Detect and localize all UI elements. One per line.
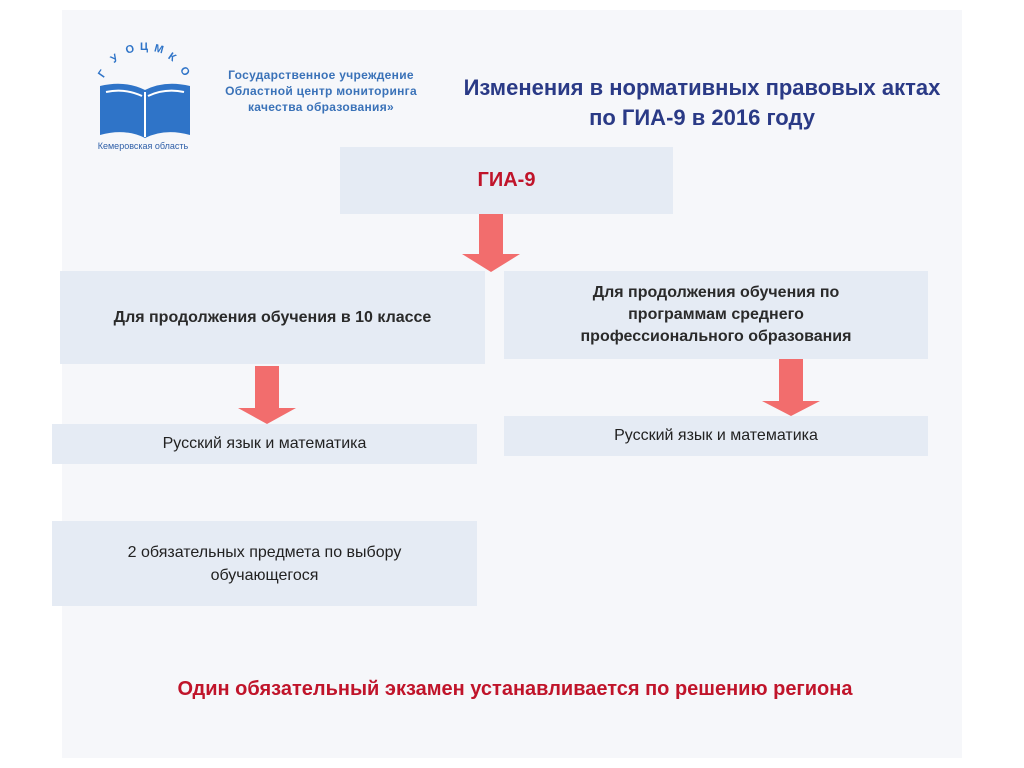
right-branch-label: Для продолжения обучения по программам среднего профессионального образования <box>580 284 852 345</box>
svg-text:К: К <box>165 50 179 65</box>
choice-subjects-box <box>52 521 477 606</box>
down-arrow-icon <box>462 214 520 272</box>
right-subjects-box <box>504 416 928 456</box>
slide-title: Изменения в нормативных правовых актах по ГИА-9 в 2016 году <box>463 75 941 130</box>
root-node-box <box>340 147 673 214</box>
right-subjects-label: Русский язык и математика <box>614 427 818 444</box>
svg-text:М: М <box>152 42 165 57</box>
choice-subjects-label: 2 обязательных предмета по выбору обучающегося <box>127 543 402 584</box>
down-arrow-icon <box>238 366 296 424</box>
left-subjects-box <box>52 424 477 464</box>
svg-text:О: О <box>177 64 192 79</box>
svg-text:У: У <box>108 52 122 66</box>
org-line: Государственное учреждение <box>228 68 414 82</box>
org-line: Областной центр мониторинга <box>225 84 417 98</box>
svg-text:Ц: Ц <box>140 41 149 53</box>
down-arrow-icon <box>762 359 820 416</box>
left-branch-label: Для продолжения обучения в 10 классе <box>113 308 432 326</box>
root-node-label: ГИА-9 <box>477 169 536 191</box>
svg-text:Г: Г <box>95 68 110 81</box>
right-branch-box <box>504 271 928 359</box>
footer-note: Один обязательный экзамен устанавливается по решению региона <box>177 678 853 700</box>
org-line: качества образования» <box>247 100 395 114</box>
left-branch-box <box>60 271 485 364</box>
logo-region-caption: Кемеровская область <box>97 141 189 151</box>
svg-text:О: О <box>124 42 136 57</box>
left-subjects-label: Русский язык и математика <box>162 435 367 452</box>
organization-name <box>208 67 434 115</box>
